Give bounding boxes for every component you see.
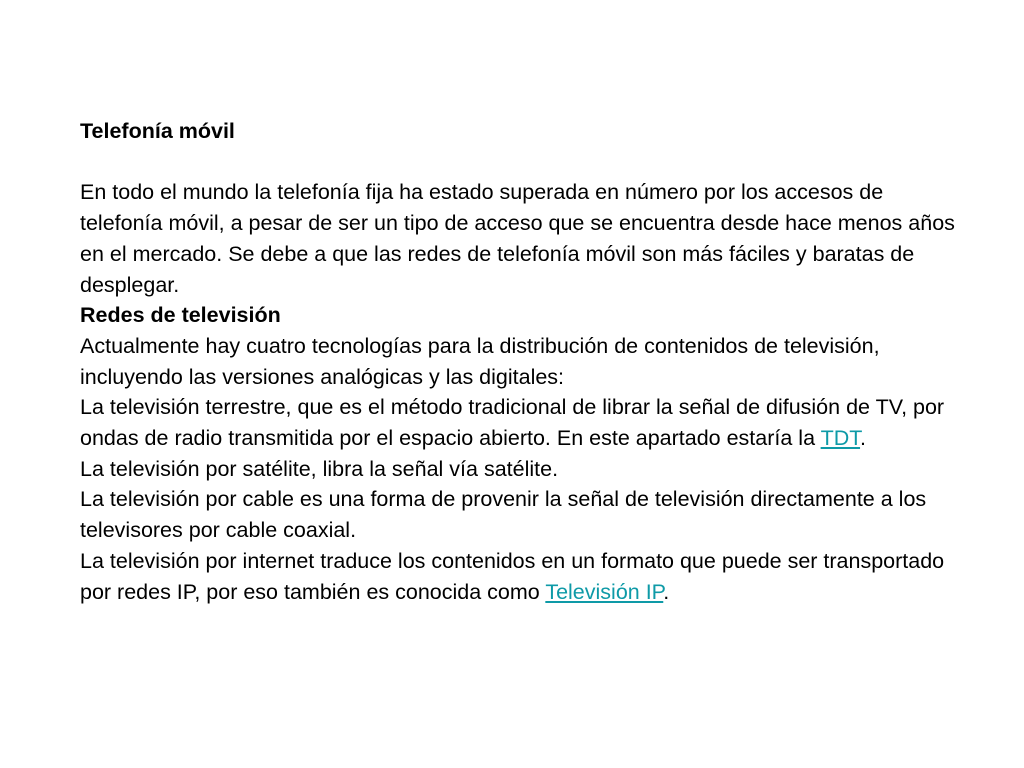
paragraph-television-internet: [80, 546, 970, 607]
paragraph-television-terrestre: [80, 392, 970, 453]
paragraph-television-cable: La televisión por cable es una forma de provenir la señal de televisión directamente a los televisores por cable coaxial.: [80, 487, 927, 543]
tdt-link[interactable]: TDT: [820, 426, 861, 451]
internet-text: La televisión por internet traduce los contenidos en un formato que puede ser transportado por redes IP, por eso también es conocida como: [80, 548, 945, 604]
television-ip-link[interactable]: Televisión IP: [545, 579, 664, 604]
internet-period: .: [663, 579, 670, 604]
spacer: [80, 147, 970, 178]
slide-content: [80, 116, 970, 607]
heading-redes-television: Redes de televisión: [80, 303, 281, 328]
paragraph-telefonia-movil: En todo el mundo la telefonía fija ha estado superada en número por los accesos de telefonía móvil, a pesar de ser un tipo de acceso que se encuentra desde hace menos años en el mercado. Se debe a que las redes de telefonía móvil son más fáciles y baratas de desplegar.: [80, 180, 955, 297]
paragraph-television-satelite: La televisión por satélite, libra la señal vía satélite.: [80, 456, 559, 481]
terrestre-text: La televisión terrestre, que es el método tradicional de librar la señal de difusión de TV, por ondas de radio transmitida por el espacio abierto. En este apartado estaría la: [80, 395, 945, 451]
terrestre-period: .: [860, 426, 867, 451]
paragraph-intro-television: Actualmente hay cuatro tecnologías para la distribución de contenidos de televisión, incluyendo las versiones analógicas y las digitales:: [80, 333, 880, 389]
heading-telefonia-movil: Telefonía móvil: [80, 119, 235, 143]
